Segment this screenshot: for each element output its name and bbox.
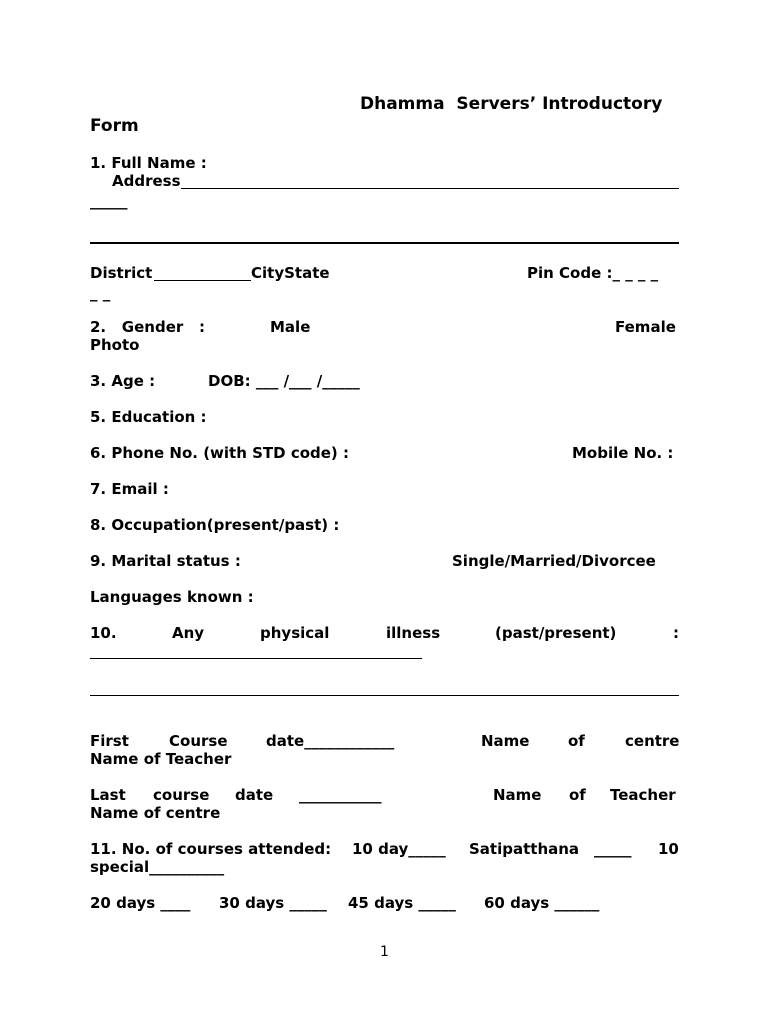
first-centre-word: centre [625,732,680,750]
district-line[interactable] [154,280,251,281]
ten-day-field: 10 day_____ [352,840,446,858]
gender-male: Male [270,318,311,336]
satipatthana-blank: _____ [594,840,632,858]
languages-label: Languages known : [90,588,254,606]
marital-status-label: 9. Marital status : [90,552,241,570]
last-course-date-word: date [235,786,274,804]
form-title-line2: Form [90,116,139,136]
education-label: 5. Education : [90,408,207,426]
first-course-label: First [90,732,129,750]
last-teacher-of-word: of [569,786,586,804]
first-centre-of-word: of [568,732,585,750]
last-teacher-name-word: Name [493,786,542,804]
photo-label: Photo [90,336,140,354]
illness-number: 10. [90,624,117,642]
first-centre-name-word: Name [481,732,530,750]
name-of-centre-label: Name of centre [90,804,221,822]
pin-code-label: Pin Code :_ _ _ _ [527,264,659,282]
email-label: 7. Email : [90,480,169,498]
full-name-label: 1. Full Name : [90,154,207,172]
address-label: Address [112,172,181,190]
first-course-word: Course [169,732,228,750]
occupation-label: 8. Occupation(present/past) : [90,516,340,534]
illness-word-any: Any [172,624,205,642]
phone-label: 6. Phone No. (with STD code) : [90,444,350,462]
name-of-teacher-label: Name of Teacher [90,750,232,768]
satipatthana-label: Satipatthana [469,840,580,858]
illness-word-illness: illness [386,624,441,642]
last-course-word: course [153,786,210,804]
illness-line-1[interactable] [90,658,422,659]
mobile-label: Mobile No. : [572,444,674,462]
sixty-days-field: 60 days ______ [484,894,600,912]
twenty-days-field: 20 days ____ [90,894,191,912]
first-course-date: date____________ [266,732,395,750]
illness-colon: : [673,624,679,642]
address-tail-blank: _____ [90,192,128,210]
marital-options: Single/Married/Divorcee [452,552,656,570]
illness-line-2[interactable] [90,695,679,696]
special-field: special__________ [90,858,225,876]
thirty-days-field: 30 days _____ [219,894,327,912]
pin-code-tail: _ _ [90,284,111,302]
age-label: 3. Age : [90,372,156,390]
illness-word-past-present: (past/present) [495,624,617,642]
gender-female: Female [615,318,676,336]
last-teacher-word: Teacher [610,786,676,804]
gender-label: 2. Gender : [90,318,205,336]
address-line-2[interactable] [90,242,679,244]
page-number: 1 [380,944,389,960]
district-label: District [90,264,153,282]
ten-special-number: 10 [658,840,679,858]
illness-word-physical: physical [260,624,330,642]
dob-label: DOB: ___ /___ /_____ [208,372,360,390]
courses-attended-label: 11. No. of courses attended: [90,840,332,858]
city-state-label: CityState [251,264,330,282]
last-course-date-blank: ___________ [299,786,382,804]
fortyfive-days-field: 45 days _____ [348,894,456,912]
form-title-line1: Dhamma Servers’ Introductory [360,94,663,114]
address-line[interactable] [181,188,679,189]
last-course-label: Last [90,786,126,804]
